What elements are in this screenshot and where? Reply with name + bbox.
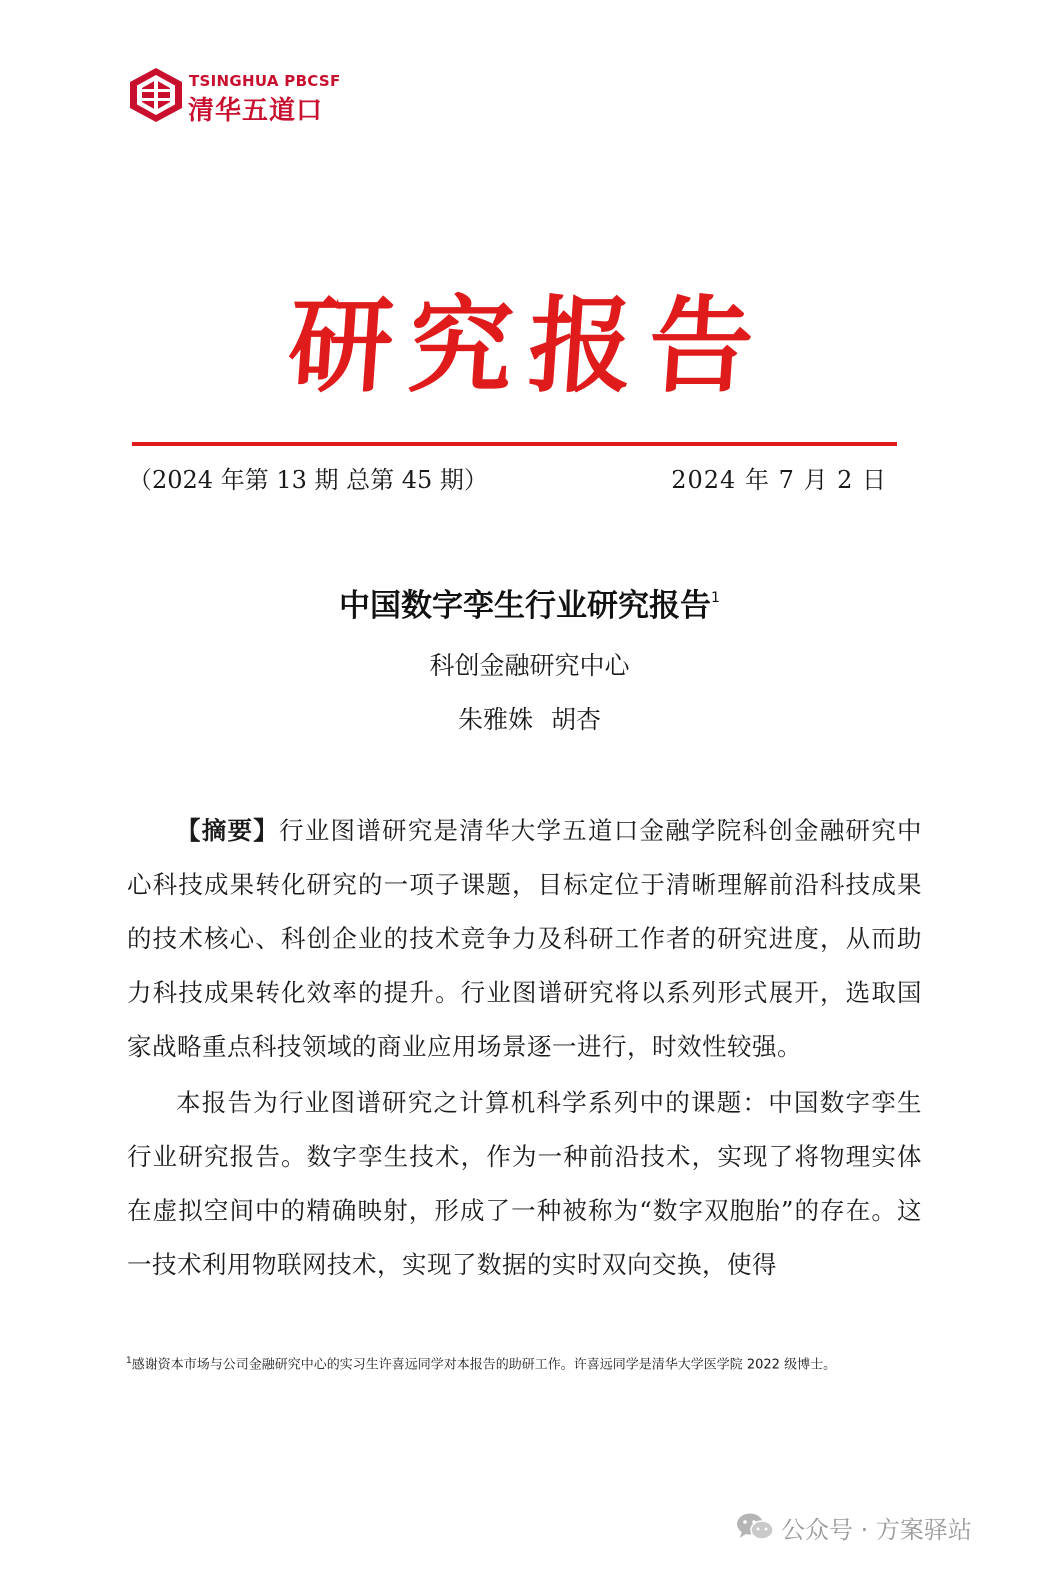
body-paragraph: 本报告为行业图谱研究之计算机科学系列中的课题：中国数字孪生行业研究报告。数字孪生技术，作为一种前沿技术，实现了将物理实体在虚拟空间中的精确映射，形成了一种被称为“数字双胞胎”的存在。这一技术利用物联网技术，实现了数据的实时双向交换，使得: [127, 1088, 922, 1279]
report-title-text: 中国数字孪生行业研究报告: [339, 588, 712, 624]
watermark-text: 公众号 · 方案驿站: [781, 1516, 972, 1544]
footnote: [126, 1350, 926, 1376]
title-footnote-mark: 1: [711, 590, 720, 606]
abstract-paragraph: [127, 804, 922, 1074]
watermark: [735, 1510, 1025, 1544]
issue-number: （2024 年第 13 期 总第 45 期）: [128, 466, 488, 494]
footnote-text: 感谢资本市场与公司金融研究中心的实习生许喜远同学对本报告的助研工作。许喜远同学是清华大学医学院 2022 级博士。: [131, 1357, 837, 1373]
masthead-title: 研究报告: [284, 284, 774, 407]
wechat-icon: [735, 1512, 775, 1542]
logo-chinese-text: 清华五道口: [188, 96, 324, 126]
logo-emblem-icon: [128, 66, 184, 124]
research-center: 科创金融研究中心: [429, 651, 630, 680]
masthead-divider: [132, 442, 897, 446]
authors: 朱雅姝 胡杏: [458, 705, 601, 734]
publication-date: 2024 年 7 月 2 日: [671, 466, 887, 494]
tsinghua-pbcsf-logo: [128, 66, 348, 130]
abstract-label: 【摘要】: [176, 816, 279, 845]
report-title: [0, 580, 1059, 625]
logo-english-text: TSINGHUA PBCSF: [189, 72, 341, 90]
footnote-mark: 1: [126, 1356, 132, 1366]
abstract-text: 行业图谱研究是清华大学五道口金融学院科创金融研究中心科技成果转化研究的一项子课题，目标定位于清晰理解前沿科技成果的技术核心、科创企业的技术竞争力及科研工作者的研究进度，从而助力科技成果转化效率的提升。行业图谱研究将以系列形式展开，选取国家战略重点科技领域的商业应用场景逐一进行，时效性较强。: [127, 816, 922, 1061]
